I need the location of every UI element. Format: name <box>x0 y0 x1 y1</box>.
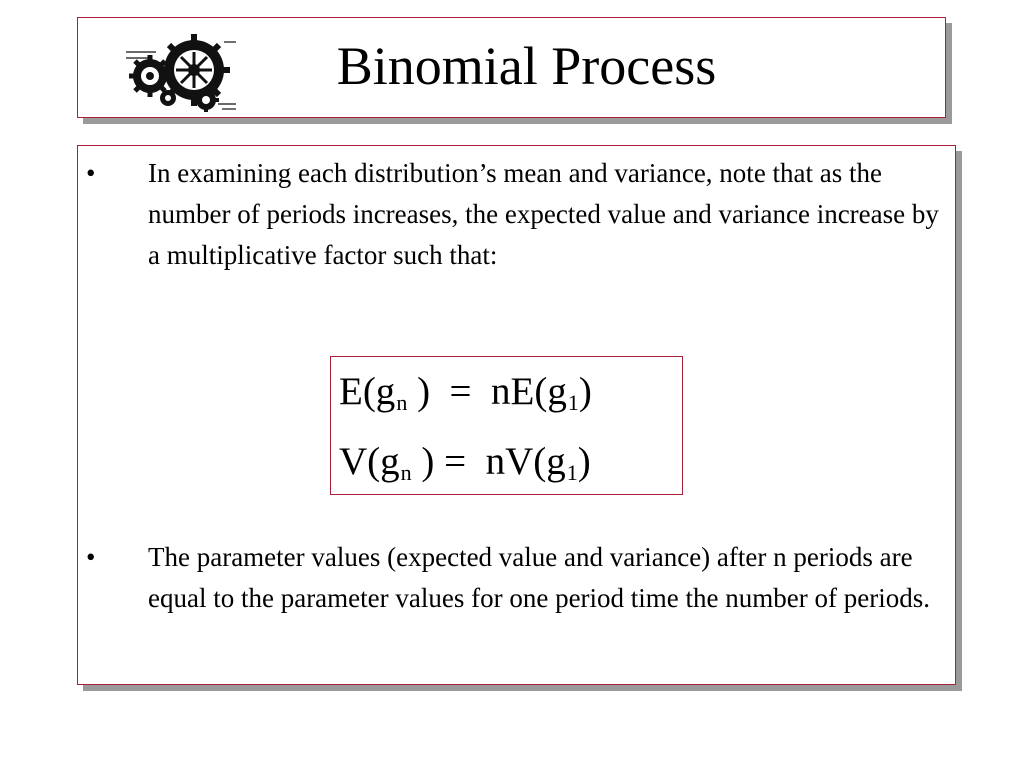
formula-expected-value <box>339 372 592 414</box>
formula-variance <box>339 442 591 484</box>
formula-term: ) = nV(g <box>411 440 566 483</box>
slide-title: Binomial Process <box>336 36 717 96</box>
formula-term: ) <box>578 370 592 413</box>
formula-term: ) <box>577 440 591 483</box>
formula-subscript: 1 <box>567 390 579 415</box>
formula-subscript: n <box>396 390 408 415</box>
bullet-text-1: In examining each distribution’s mean and variance, note that as the number of periods increases, the expected value and variance increase by a multiplicative factor such that: <box>148 158 939 270</box>
formula-term: ) = nE(g <box>407 370 567 413</box>
formula-term: V(g <box>339 440 400 483</box>
bullet-marker: • <box>86 158 96 188</box>
bullet-text-2: The parameter values (expected value and variance) after n periods are equal to the parameter values for one period time the number of periods. <box>148 542 930 613</box>
formula-subscript: 1 <box>566 460 578 485</box>
formula-term: E(g <box>339 370 396 413</box>
formula-box <box>330 356 683 495</box>
formula-subscript: n <box>400 460 412 485</box>
bullet-marker: • <box>86 542 96 572</box>
title-frame <box>77 17 946 118</box>
